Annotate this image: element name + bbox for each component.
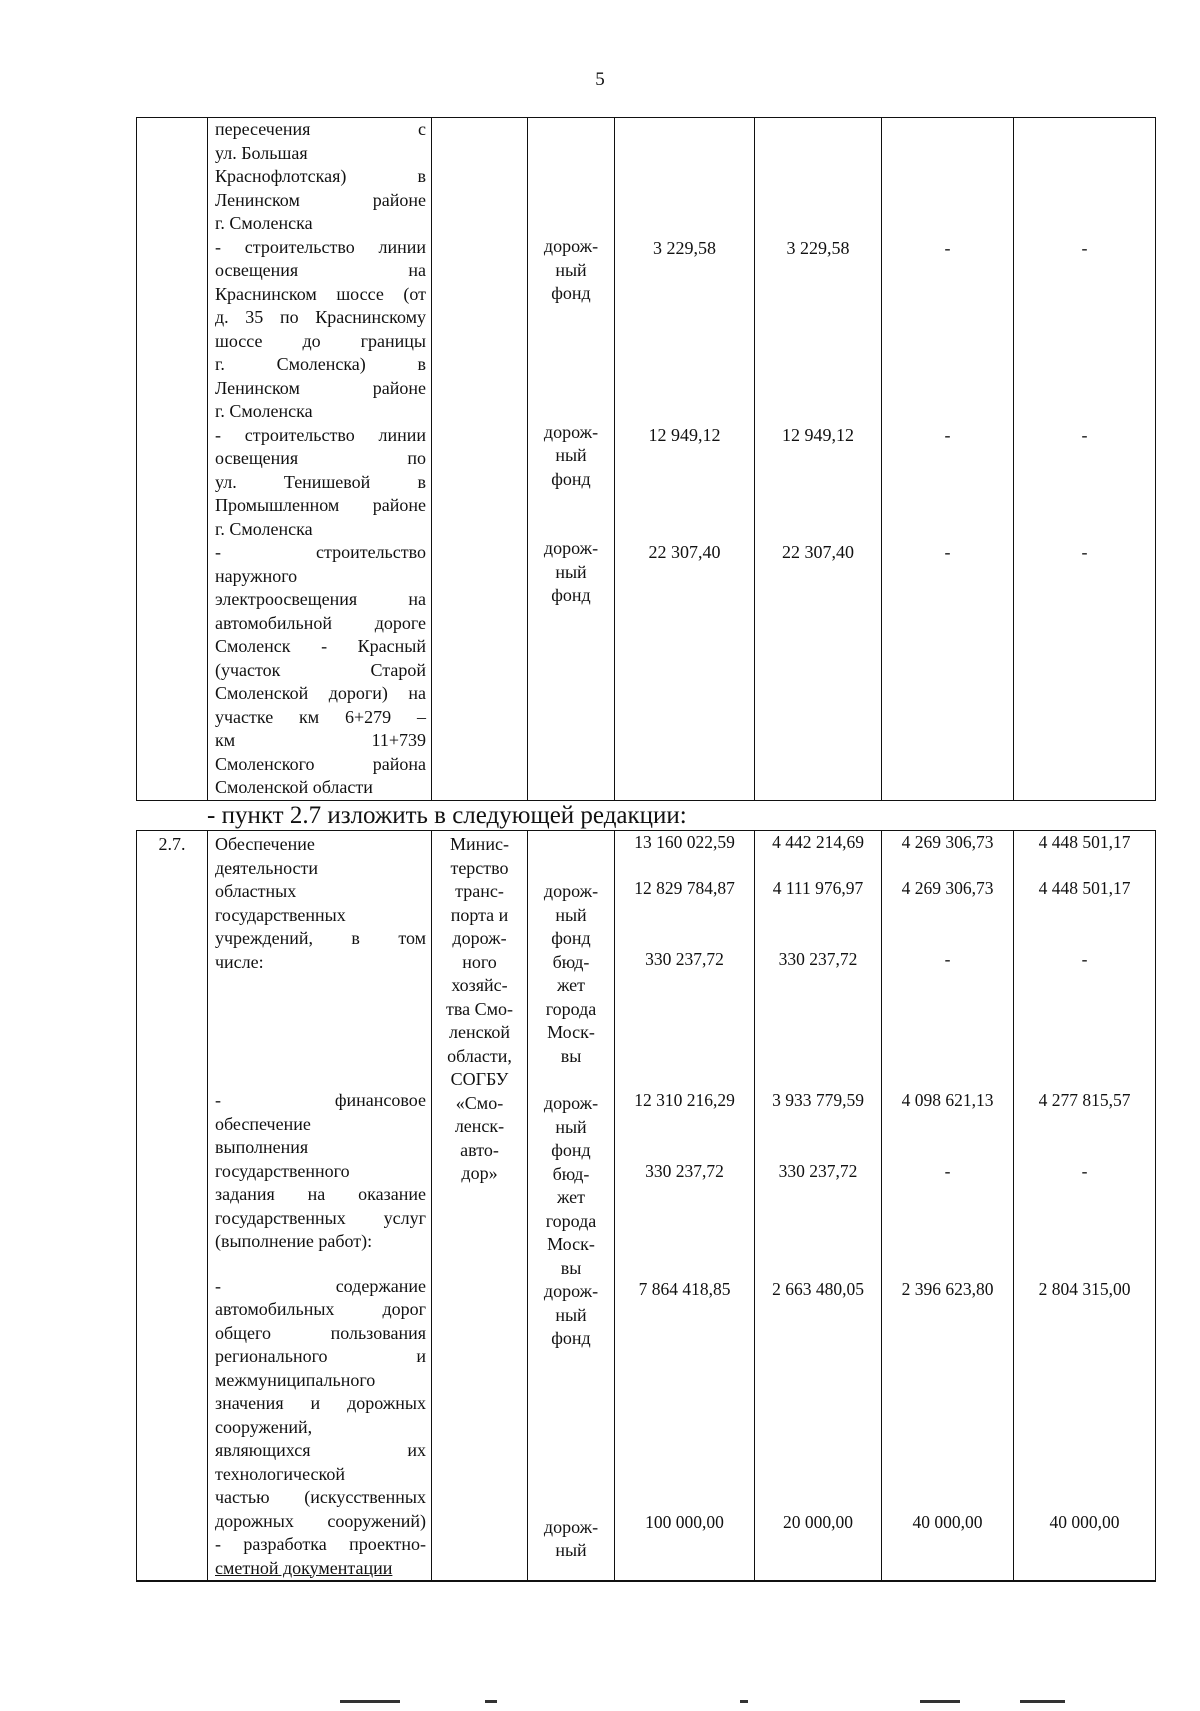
value-year3: 4 448 501,17 [1038,877,1131,898]
table-continuation [136,117,1156,801]
value-total: 12 949,12 [648,424,721,445]
value-year2-cell [882,831,1014,1582]
value-year2: - [944,1161,951,1181]
value-total: 330 237,72 [645,949,724,969]
funding-source: дорож- ный фонд [543,421,599,489]
value-year1: 3 933 779,59 [772,1089,864,1110]
value-year2-cell [882,118,1014,801]
value-year3-cell [1014,118,1156,801]
funding-source: бюд- жет города Моск- вы [545,1163,597,1278]
value-total: 100 000,00 [645,1512,724,1532]
item-description: - строительство линии освещения на Краснинском шоссе (от д. 35 по Краснинскому шоссе до границы г. Смоленска) в Ленинском районе г. Смоленска [215,236,426,421]
value-total-cell [615,831,755,1582]
value-year2: - [944,949,951,969]
source-cell [528,831,615,1582]
value-year3-cell [1014,831,1156,1582]
value-year3: - [1081,238,1088,258]
item-description: - строительство линии освещения по ул. Тенишевой в Промышленном районе г. Смоленска [215,424,426,539]
value-total-cell [615,118,755,801]
value-year3: - [1081,424,1088,445]
scan-artifacts [320,1696,1080,1706]
value-total: 13 160 022,59 [634,832,735,852]
number-cell [137,831,208,1582]
value-year1: 330 237,72 [778,1161,858,1181]
item-number: 2.7. [158,834,186,854]
amendment-caption: - пункт 2.7 изложить в следующей редакции: [207,802,687,829]
value-year1: 22 307,40 [782,542,854,562]
value-year3: 40 000,00 [1049,1512,1120,1532]
value-year3: 4 448 501,17 [1038,832,1131,852]
value-total: 3 229,58 [653,238,716,258]
value-total: 12 310 216,29 [634,1089,735,1110]
description-cell [208,831,432,1582]
table-item-2-7 [136,830,1156,1582]
value-total: 330 237,72 [645,1161,724,1181]
value-year1: 4 442 214,69 [772,832,864,852]
funding-source: дорож- ный фонд [543,881,599,948]
value-year1: 12 949,12 [782,424,854,445]
value-year2: 4 098 621,13 [901,1089,994,1110]
description-cell [208,118,432,801]
value-year3: - [1081,542,1088,562]
value-total: 12 829 784,87 [634,877,735,898]
item-description: Обеспечение деятельности областных государственных учреждений, в том числе: [215,834,426,972]
page-number: 5 [595,69,605,90]
value-year3: 4 277 815,57 [1038,1089,1131,1110]
funding-source: бюд- жет города Моск- вы [545,951,597,1066]
value-year3: - [1081,949,1088,969]
item-description: пересечения с ул. Большая Краснофлотская) в Ленинском районе г. Смоленска [215,119,426,233]
funding-source: дорож- ный фонд [543,1281,599,1348]
value-year1-cell [755,831,882,1582]
value-year2: - [944,542,951,562]
item-description: - содержание автомобильных дорог общего пользования регионального и межмуниципального значения и дорожных сооружений, являющихся их технологической частью (искусственных дорожных сооружений) [215,1275,426,1531]
value-year1: 20 000,00 [783,1512,853,1532]
table-row [137,118,1156,801]
value-year2: 4 269 306,73 [901,832,994,852]
value-year2: 4 269 306,73 [901,877,994,898]
funding-source: дорож- ный фонд [543,538,599,605]
value-year1: 330 237,72 [778,949,858,969]
executor-cell [432,831,528,1582]
value-year1: 2 663 480,05 [772,1278,864,1299]
value-year2: - [944,424,951,445]
item-description: - финансовое обеспечение выполнения государственного задания на оказание государственных услуг (выполнение работ): [215,1090,426,1251]
funding-source: дорож- ный фонд [543,236,599,303]
source-cell [528,118,615,801]
value-year1: 4 111 976,97 [772,877,864,898]
item-description: - строительство наружного электроосвещения на автомобильной дороге Смоленск - Красный (участок Старой Смоленской дороги) на участке км 6+279 – км 11+739 Смоленского района Смоленской области [215,542,426,797]
value-total: 7 864 418,85 [638,1278,731,1299]
value-year3: 2 804 315,00 [1038,1278,1131,1299]
funding-source: дорож- ный фонд [543,1093,599,1160]
value-year3: - [1081,1161,1088,1181]
value-total: 22 307,40 [648,542,721,562]
funding-source: дорож- ный [543,1516,599,1560]
value-year2: 2 396 623,80 [901,1278,994,1299]
table-row [137,831,1156,1582]
value-year1: 3 229,58 [786,238,850,258]
value-year2: 40 000,00 [912,1512,983,1532]
value-year2: - [944,238,951,258]
number-cell [137,118,208,801]
executor-cell [432,118,528,801]
value-year1-cell [755,118,882,801]
item-description: - разработка проектно- сметной документации [215,1534,426,1578]
executor: Минис- терство транс- порта и дорож- ного хозяйс- тва Смо- ленской области, СОГБУ «Смо- ленск- авто- дор» [445,834,513,1183]
